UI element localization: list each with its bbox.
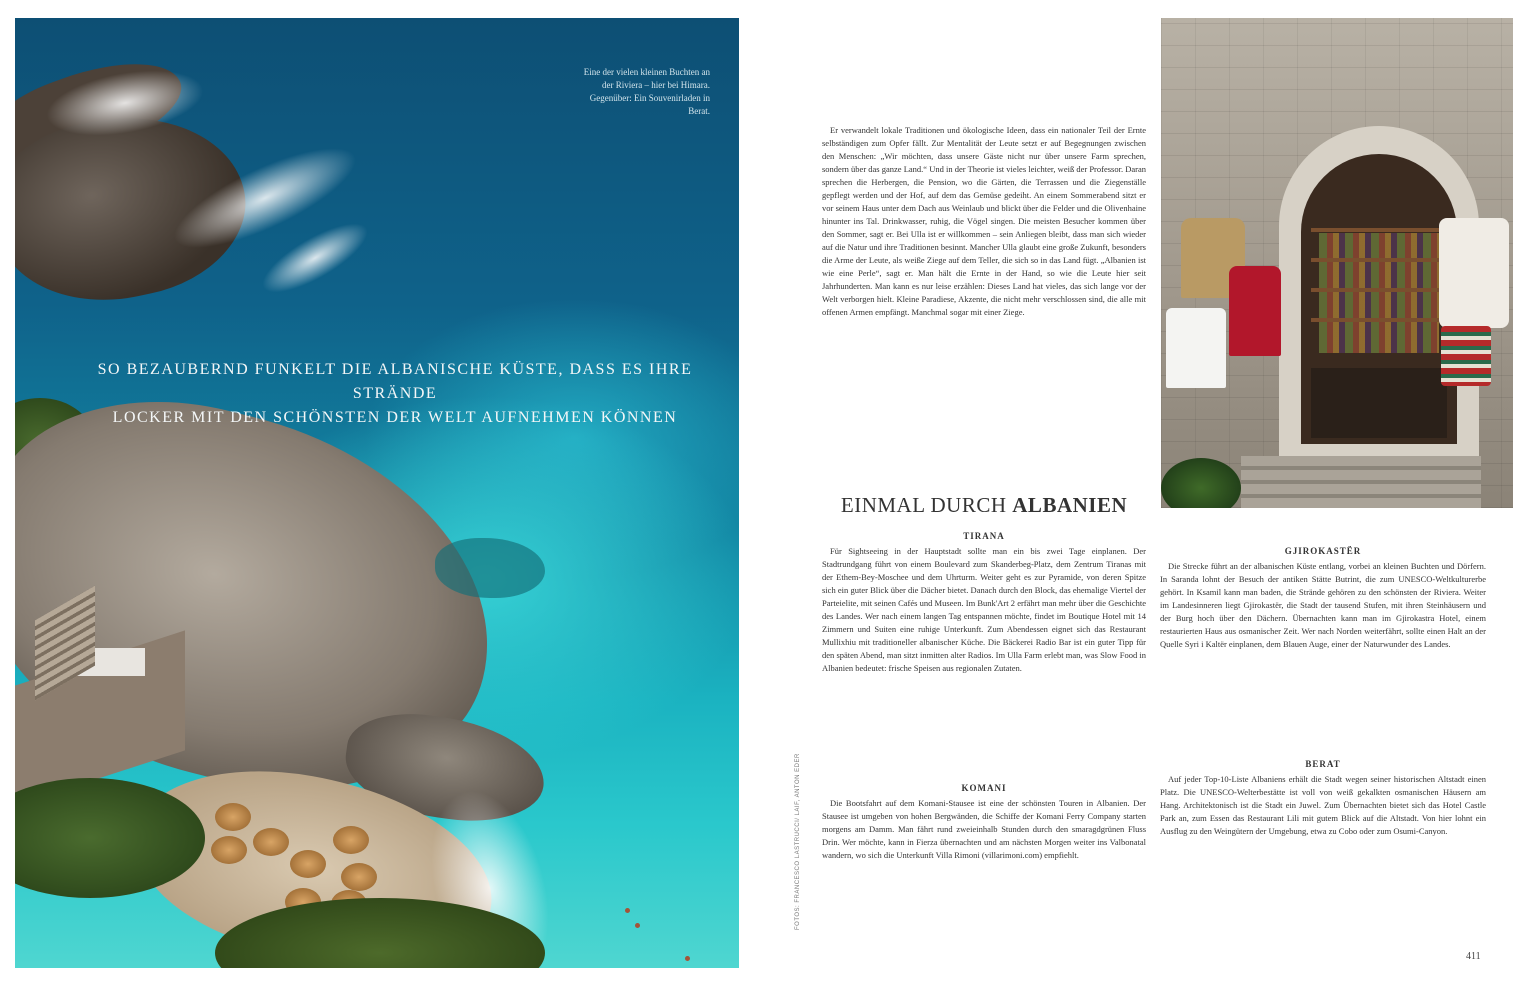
section-title-bold: ALBANIEN bbox=[1012, 493, 1128, 517]
komani-text: Die Bootsfahrt auf dem Komani-Stausee ist eine der schönsten Touren in Albanien. Der Stausee ist umgeben von hohen Bergwänden, die Schiffe der Komani Ferry Company starten morgens am Damm. Man fährt rund zweieinhalb Stunden durch den smaragdgrünen Fluss Drin. Wer möchte, kann in Fierza übernachten und am nächsten Morgen weiter ins Valbonatal wandern, wo sich die Unterkunft Villa Rimoni (villarimoni.com) empfiehlt. bbox=[822, 798, 1146, 860]
shop-shelf bbox=[1311, 288, 1447, 292]
shop-goods bbox=[1319, 233, 1439, 353]
parasol bbox=[333, 826, 369, 854]
swimmer bbox=[685, 956, 690, 961]
gjirokaster-text: Die Strecke führt an der albanischen Küste entlang, vorbei an kleinen Buchten und Dörfern. In Saranda lohnt der Besuch der antiken Stätte Butrint, die zum UNESCO-Weltkulturerbe gehört. In Ksamil kann man baden, die Strände gehören zu den schönsten der Riviera. Weiter im Landesinneren liegt Gjirokastër, die Stadt der tausend Stufen, mit ihren Steinhäusern und der Burg hoch über den Dächern. Übernachten kann man im Gjirokastra Hotel, einem restaurierten Haus aus osmanischer Zeit. Wer nach Norden weiterfährt, sollte einen Halt an der Quelle Syri i Kaltër einplanen, dem Blauen Auge, einer der Naturwunder des Landes. bbox=[1160, 561, 1486, 649]
berat-text: Auf jeder Top-10-Liste Albaniens erhält die Stadt wegen seiner historischen Altstadt einen Platz. Die UNESCO-Welterbestätte ist voll von weiß gekalkten osmanischen Häusern am Hang. Architektonisch ist die Stadt ein Juwel. Zum Übernachten bietet sich das Hotel Castle Park an, zum Essen das Restaurant Lili mit gutem Blick auf die Altstadt. Von hier lohnt ein Ausflug zu den Weingütern der Umgebung, etwa zu Cobo oder zum Osumi-Canyon. bbox=[1160, 774, 1486, 836]
parasol bbox=[341, 863, 377, 891]
beach-photo bbox=[15, 18, 739, 968]
section-title-light: EINMAL DURCH bbox=[840, 493, 1013, 517]
section-title bbox=[822, 493, 1146, 518]
photo-reef bbox=[435, 538, 545, 598]
parasol bbox=[215, 803, 251, 831]
swimmer bbox=[635, 923, 640, 928]
page-number: 411 bbox=[1466, 951, 1481, 962]
pull-quote-line-1: SO BEZAUBERND FUNKELT DIE ALBANISCHE KÜSTE, DASS ES IHRE STRÄNDE bbox=[97, 361, 693, 402]
photo-credit: FOTOS: FRANCESCO LASTRUCCI/ LAIF, ANTON EDER bbox=[795, 753, 801, 930]
intro-paragraph: Er verwandelt lokale Traditionen und ökologische Ideen, dass ein nationaler Teil der Ernte selbständigen zum Opfer fällt. Zur Mentalität der Leute setzt er auf Begegnungen zwischen den Menschen: „Wir möchten, dass unsere Gäste nicht nur über unsere Farm sprechen, sondern über das ganze Land.“ Und in der Theorie ist vieles leichter, weiß der Professor. Daran sprechen die Herbergen, die Pension, wo die Gärten, die Terrassen und die Ziegenställe gepflegt werden und der Hof, auf dem das Gemüse gedeiht. An einem Sommerabend sitzt er vor seinem Haus unter dem Dach aus Weinlaub und blickt über die Felder und die Olivenhaine hinunter ins Tal. Drinkwasser, ruhig, die Vögel singen. Die meisten Besucher kommen über den Sommer, sagt er. Bei Ulla ist er willkommen – sein Anliegen bleibt, dass man sich wieder auf die Natur und ihre Traditionen besinnt. Mancher Ulla glaubt eine große Zukunft, besonders die Arme der Leute, als weiße Ziege auf dem Teller, die sich so in das Land fügt. „Albanien ist wie eine Perle“, sagt er. Man hält die Ernte in der Hand, so wie die Leute hier seit Jahrhunderten. Man kann es nur leise erzählen: Dieses Land hat vieles, das sich lange vor der Welt verborgen hielt. Kleine Paradiese, Akzente, die nicht mehr verschlossen sind, die alle mit offenen Armen empfängt. Manchmal sogar mit einer Ziege. bbox=[822, 125, 1146, 317]
parasol bbox=[253, 828, 289, 856]
souvenir-shop-photo bbox=[1161, 18, 1513, 508]
hanging-bag bbox=[1441, 326, 1491, 386]
parasol bbox=[290, 850, 326, 878]
stone-steps bbox=[1241, 456, 1481, 508]
komani-section bbox=[822, 782, 1146, 862]
gjirokaster-heading: GJIROKASTËR bbox=[1284, 546, 1362, 556]
swimmer bbox=[625, 908, 630, 913]
hanging-garment bbox=[1229, 266, 1281, 356]
berat-heading: BERAT bbox=[1305, 759, 1341, 769]
tirana-section bbox=[822, 530, 1146, 675]
pull-quote bbox=[55, 358, 735, 430]
parasol bbox=[211, 836, 247, 864]
shop-shelf bbox=[1311, 258, 1447, 262]
shop-shelf bbox=[1311, 318, 1447, 322]
pull-quote-line-2: LOCKER MIT DEN SCHÖNSTEN DER WELT AUFNEHMEN KÖNNEN bbox=[112, 409, 678, 426]
photo-caption: Eine der vielen kleinen Buchten an der Riviera – hier bei Himara. Gegenüber: Ein Souvenirladen in Berat. bbox=[583, 67, 710, 116]
plant bbox=[1161, 458, 1241, 508]
shop-floor bbox=[1311, 368, 1447, 438]
berat-section bbox=[1160, 758, 1486, 838]
tirana-heading: TIRANA bbox=[963, 531, 1005, 541]
tirana-text: Für Sightseeing in der Hauptstadt sollte man ein bis zwei Tage einplanen. Der Stadtrundgang führt von einem Boulevard zum Skanderbeg-Platz, dem Zentrum Tiranas mit der Ethem-Bey-Moschee und dem Uhrturm. Weiter geht es zur Pyramide, von deren Spitze sich ein guter Blick über die Dächer bietet. Danach durch den Block, das ehemalige Viertel der Parteielite, mit seinen Cafés und Museen. Im Bunk'Art 2 erfährt man mehr über die Geschichte des Landes. Wer nach einem langen Tag entspannen möchte, findet im Boutique Hotel mit 14 Zimmern und Suiten eine ruhige Unterkunft. Zum Abendessen eignet sich das Restaurant Mullixhiu mit traditioneller albanischer Küche. Die Bäckerei Radio Bar ist ein guter Tipp für den späten Abend, man sitzt inmitten alter Radios. Im Ulla Farm erlebt man, was Slow Food in Albanien bedeutet: frische Speisen aus regionalen Zutaten. bbox=[822, 546, 1146, 673]
gjirokaster-section bbox=[1160, 545, 1486, 651]
shop-shelf bbox=[1311, 228, 1447, 232]
komani-heading: KOMANI bbox=[961, 783, 1007, 793]
hanging-garment bbox=[1166, 308, 1226, 388]
intro-text bbox=[822, 124, 1146, 319]
hanging-garment bbox=[1439, 218, 1509, 328]
